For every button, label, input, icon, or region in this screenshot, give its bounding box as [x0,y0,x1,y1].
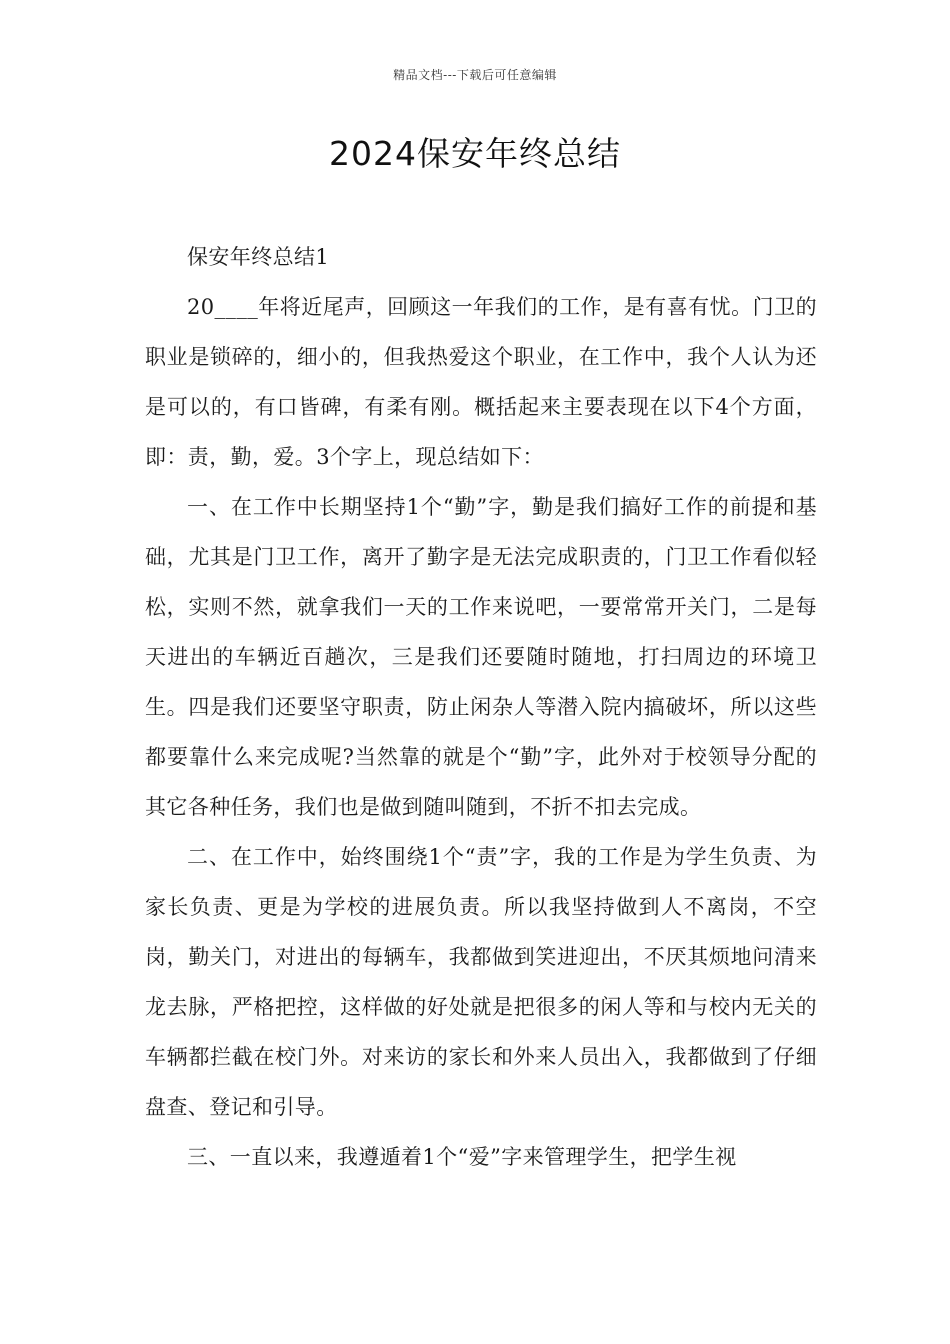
document-title: 2024保安年终总结 [329,134,621,173]
paragraph-responsibility: 二、在工作中，始终围绕1个“责”字，我的工作是为学生负责、为家长负责、更是为学校的进展负责。所以我坚持做到人不离岗，不空岗，勤关门，对进出的每辆车，我都做到笑进迎出，不厌其烦地问清来龙去脉，严格把控，这样做的好处就是把很多的闲人等和与校内无关的车辆都拦截在校门外。对来访的家长和外来人员出入，我都做到了仔细盘查、登记和引导。 [145,845,817,1119]
paragraph-diligence: 一、在工作中长期坚持1个“勤”字，勤是我们搞好工作的前提和基础，尤其是门卫工作，离开了勤字是无法完成职责的，门卫工作看似轻松，实则不然，就拿我们一天的工作来说吧，一要常常开关门，二是每天进出的车辆近百趟次，三是我们还要随时随地，打扫周边的环境卫生。四是我们还要坚守职责，防止闲杂人等潜入院内搞破坏，所以这些都要靠什么来完成呢?当然靠的就是个“勤”字，此外对于校领导分配的其它各种任务，我们也是做到随叫随到，不折不扣去完成。 [145,495,817,819]
document-body [145,232,817,1182]
header-note: 精品文档---下载后可任意编辑 [393,68,557,82]
section-heading: 保安年终总结1 [187,245,330,269]
paragraph-intro: 20____年将近尾声，回顾这一年我们的工作，是有喜有忧。门卫的职业是锁碎的，细小的，但我热爱这个职业，在工作中，我个人认为还是可以的，有口皆碑，有柔有刚。概括起来主要表现在以下4个方面，即：责，勤，爱。3个字上，现总结如下： [145,295,817,469]
paragraph-love: 三、一直以来，我遵遁着1个“爱”字来管理学生，把学生视 [187,1145,737,1169]
